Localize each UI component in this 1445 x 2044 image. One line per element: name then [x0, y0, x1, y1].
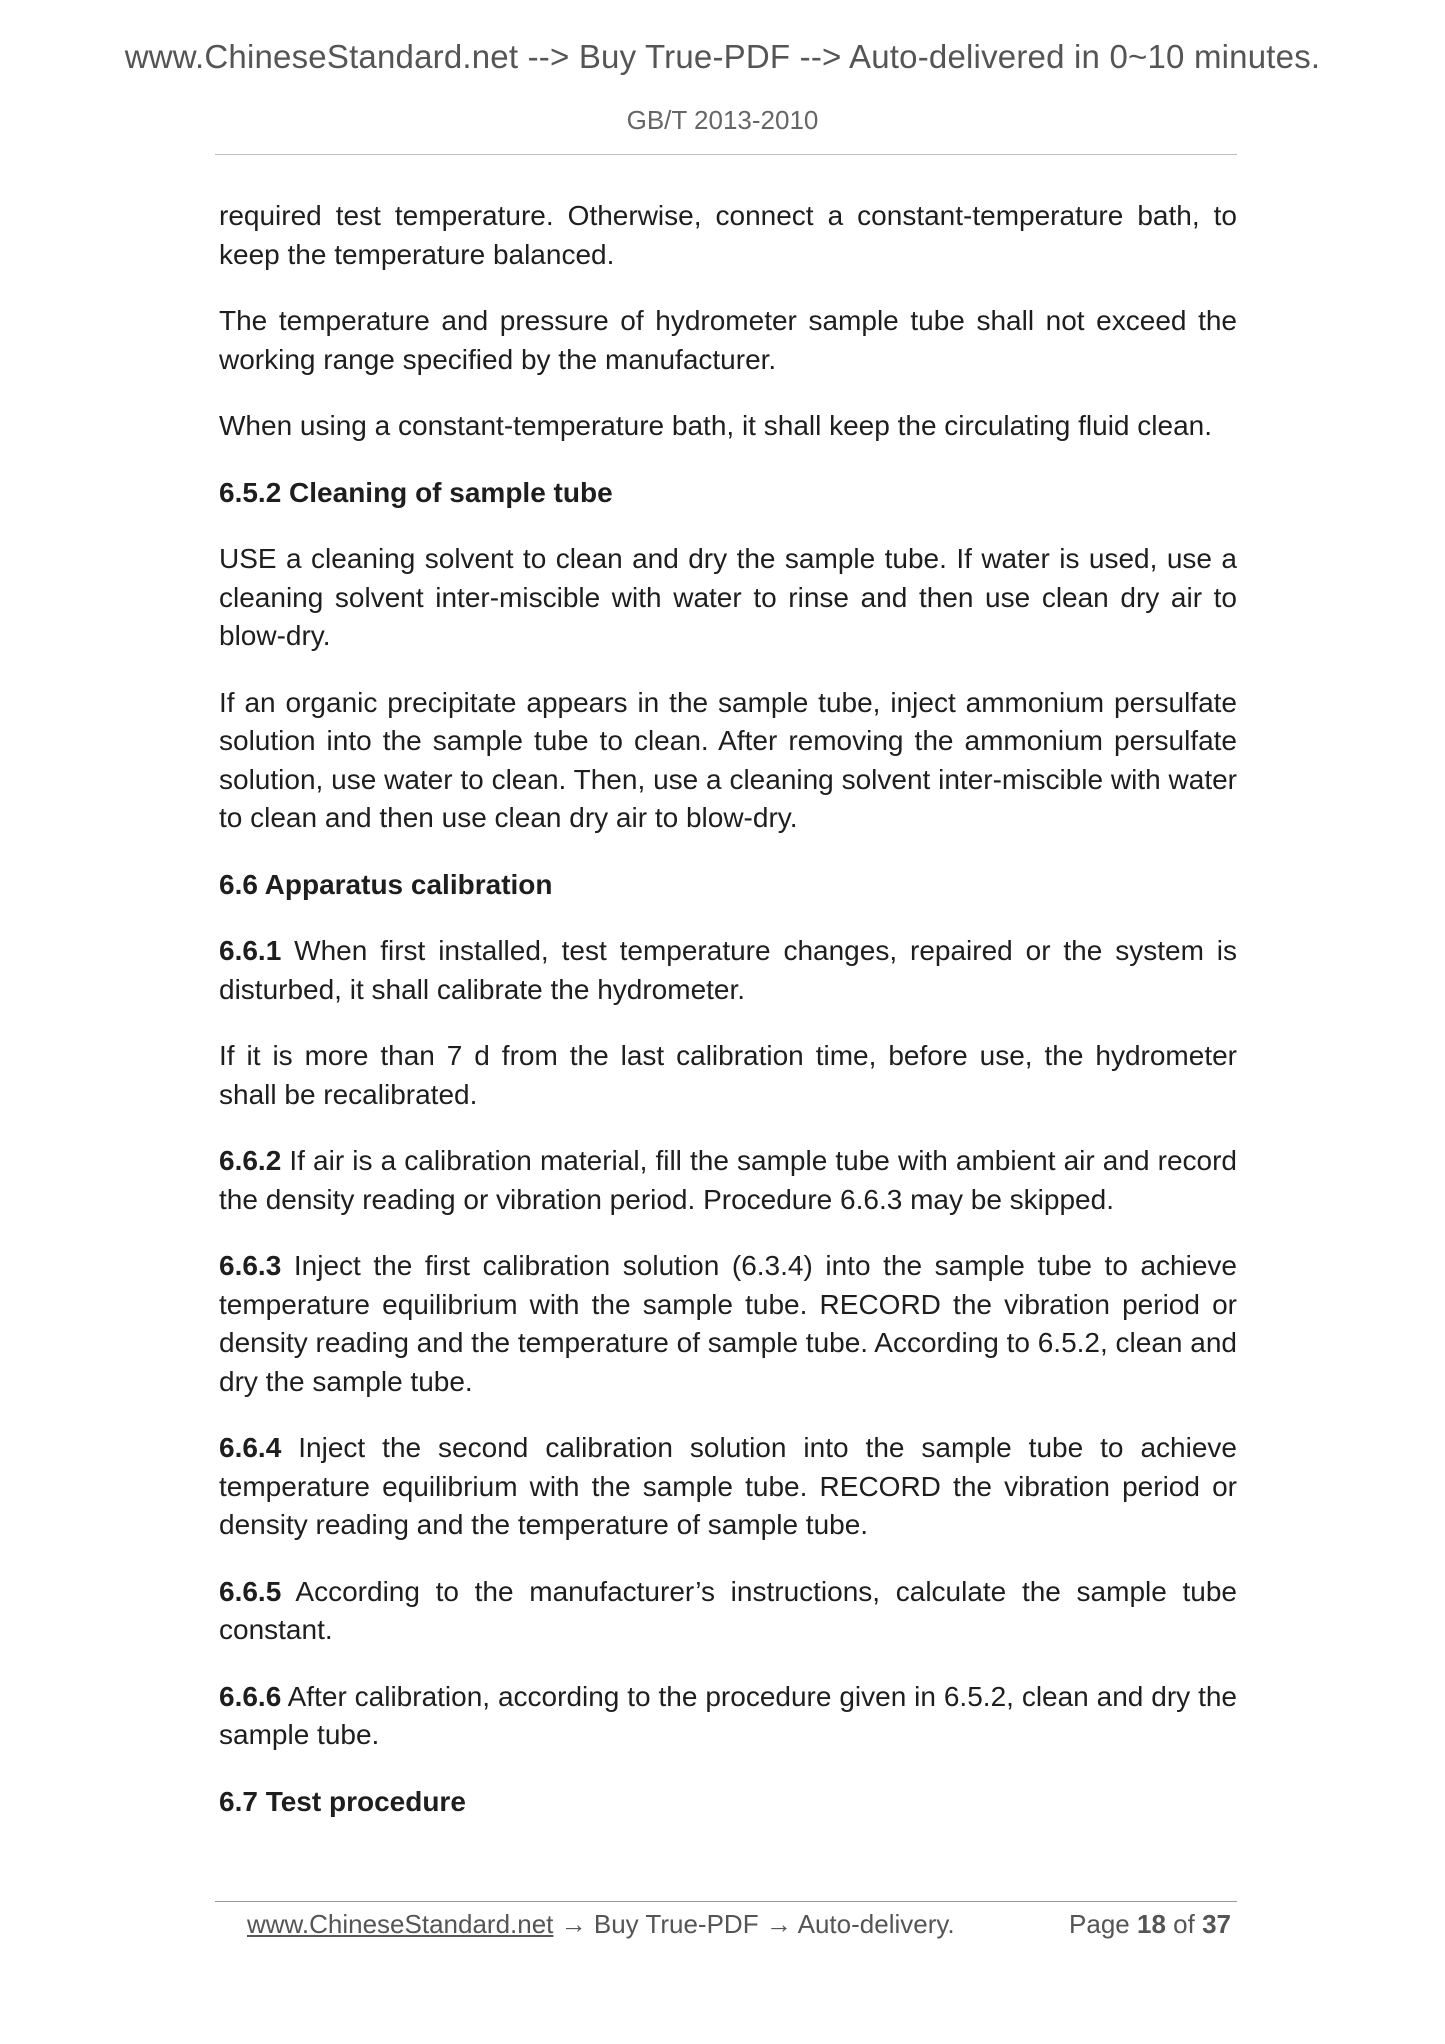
- footer-divider: [215, 1901, 1237, 1902]
- paragraph-organic-precipitate: If an organic precipitate appears in the sample tube, inject ammonium persulfate solution into the sample tube to clean. After removing the ammonium persulfate solution, use water to clean. Then, use a cleaning solvent inter-miscible with water to clean and then use clean dry air to blow-dry.: [219, 686, 1237, 833]
- document-body: [219, 197, 1237, 1849]
- clause-6-6-4: [219, 1429, 1237, 1545]
- footer-buy-text: Buy True-PDF: [593, 1909, 759, 1939]
- arrow-right-icon: →: [765, 1909, 792, 1939]
- clause-6-6-3: [219, 1247, 1237, 1401]
- footer-delivery-text: Auto-delivery.: [797, 1909, 955, 1939]
- clause-text: According to the manufacturer’s instructions, calculate the sample tube constant.: [219, 1575, 1237, 1645]
- heading-6-7: 6.7 Test procedure: [219, 1785, 466, 1817]
- paragraph-recalibration: If it is more than 7 d from the last calibration time, before use, the hydrometer shall be recalibrated.: [219, 1040, 1237, 1110]
- clause-number: 6.6.2: [219, 1145, 282, 1176]
- clause-6-6-6: [219, 1678, 1237, 1755]
- footer-left: [247, 1906, 955, 1942]
- page-number: 18: [1137, 1909, 1166, 1939]
- clause-number: 6.6.3: [219, 1250, 282, 1281]
- clause-6-6-1: [219, 932, 1237, 1009]
- paragraph-working-range: The temperature and pressure of hydrometer sample tube shall not exceed the working range specified by the manufacturer.: [219, 305, 1237, 375]
- clause-number: 6.6.1: [219, 935, 282, 966]
- paragraph-cleaning-solvent: USE a cleaning solvent to clean and dry the sample tube. If water is used, use a cleaning solvent inter-miscible with water to rinse and then use clean dry air to blow-dry.: [219, 543, 1237, 651]
- of-label: of: [1173, 1909, 1195, 1939]
- heading-6-5-2: 6.5.2 Cleaning of sample tube: [219, 476, 613, 508]
- clause-text: If air is a calibration material, fill the sample tube with ambient air and record the density reading or vibration period. Procedure 6.6.3 may be skipped.: [219, 1145, 1237, 1215]
- clause-6-6-5: [219, 1573, 1237, 1650]
- clause-6-6-2: [219, 1142, 1237, 1219]
- paragraph-temperature-bath: required test temperature. Otherwise, connect a constant-temperature bath, to keep the temperature balanced.: [219, 200, 1237, 270]
- clause-number: 6.6.5: [219, 1575, 282, 1607]
- arrow-right-icon: →: [560, 1909, 587, 1939]
- header-divider: [215, 154, 1237, 155]
- top-banner[interactable]: www.ChineseStandard.net --> Buy True-PDF --> Auto-delivered in 0~10 minutes.: [124, 38, 1321, 75]
- clause-text: After calibration, according to the procedure given in 6.5.2, clean and dry the sample tube.: [219, 1680, 1237, 1750]
- clause-text: When first installed, test temperature changes, repaired or the system is disturbed, it shall calibrate the hydrometer.: [219, 935, 1237, 1005]
- standard-code: GB/T 2013-2010: [626, 105, 819, 135]
- total-pages: 37: [1202, 1909, 1231, 1939]
- clause-text: Inject the first calibration solution (6.3.4) into the sample tube to achieve temperature equilibrium with the sample tube. RECORD the vibration period or density reading and the temperature of sample tube. According to 6.5.2, clean and dry the sample tube.: [219, 1250, 1237, 1397]
- clause-text: Inject the second calibration solution into the sample tube to achieve temperature equilibrium with the sample tube. RECORD the vibration period or density reading and the temperature of sample tube.: [219, 1432, 1237, 1540]
- clause-number: 6.6.6: [219, 1680, 282, 1712]
- footer-site-link[interactable]: www.ChineseStandard.net: [247, 1909, 554, 1939]
- paragraph-circulating-fluid: When using a constant-temperature bath, it shall keep the circulating fluid clean.: [219, 410, 1213, 441]
- page-label: Page: [1069, 1909, 1130, 1939]
- heading-6-6: 6.6 Apparatus calibration: [219, 868, 553, 900]
- page-counter: [1069, 1906, 1231, 1942]
- clause-number: 6.6.4: [219, 1432, 282, 1463]
